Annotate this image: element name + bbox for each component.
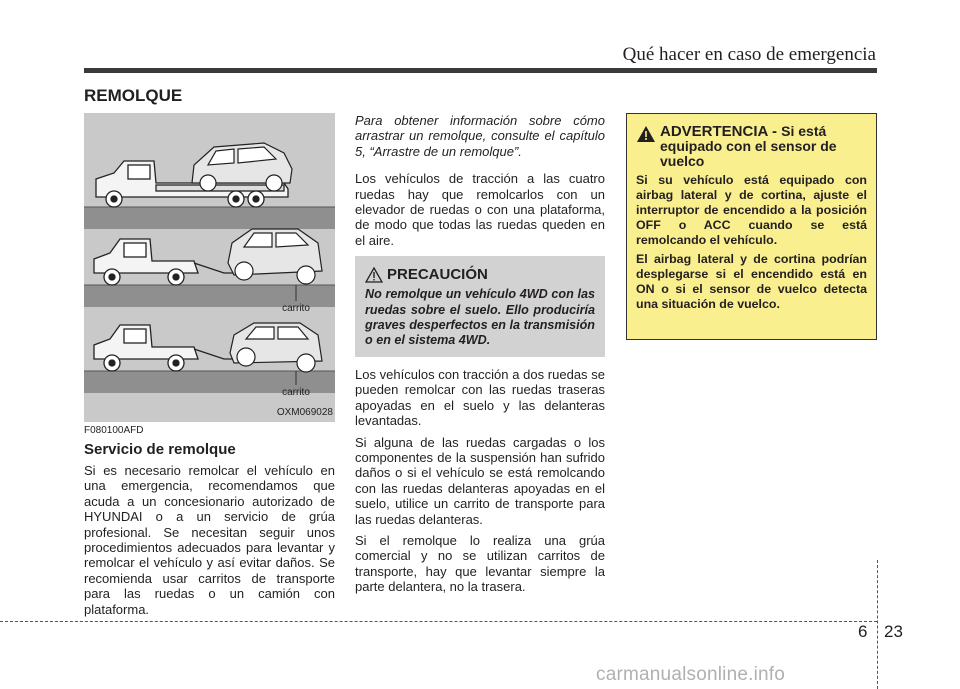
warning-paragraph-1: Si su vehículo está equipado con airbag lateral y de cortina, ajuste el interruptor de encendido a la posición OFF o ACC cuando se está remolcando el vehículo. xyxy=(636,173,867,247)
caution-text: No remolque un vehículo 4WD con las ruedas sobre el suelo. Ello produciría graves desperfectos en la transmisión o en el sistema 4WD. xyxy=(365,287,595,348)
warning-title-main: ADVERTENCIA xyxy=(660,123,768,140)
wheel-lift-truck-2 xyxy=(94,325,234,371)
dolly-label-1: carrito xyxy=(282,303,310,314)
towing-figure xyxy=(84,113,335,422)
4wd-paragraph: Los vehículos de tracción a las cuatro ruedas hay que remolcarlos con un elevador de ruedas o con una plataforma, de modo que todas las ruedas queden en el aire. xyxy=(355,171,605,248)
figure-code: OXM069028 xyxy=(276,407,333,418)
left-column xyxy=(84,425,335,623)
warning-title xyxy=(660,124,867,169)
caution-header xyxy=(365,266,595,283)
subsection-heading: Servicio de remolque xyxy=(84,441,236,458)
caution-box xyxy=(355,256,605,357)
caution-title: PRECAUCIÓN xyxy=(387,266,488,284)
towing-illustration xyxy=(84,113,335,422)
dolly-label-2: carrito xyxy=(282,387,310,398)
footer-vertical-rule xyxy=(877,560,878,689)
header-title: Qué hacer en caso de emergencia xyxy=(622,44,876,65)
towing-service-paragraph: Si es necesario remolcar el vehículo en una emergencia, recomendamos que acuda a un concesionario autorizado de HYUNDAI o a un servicio de grúa profesional. Se necesitan seguir unos procedimientos adecuados para levantar y remolcar el vehículo y así evitar daños. Se recomienda usar carritos de transporte para las ruedas o un camión con plataforma. xyxy=(84,463,335,617)
page-number: 23 xyxy=(884,622,903,641)
damaged-wheels-paragraph: Si alguna de las ruedas cargadas o los componentes de la suspensión han sufrido daños o si el vehículo se está remolcando con las ruedas delanteras apoyadas en el suelo, utilice un carrito de transporte para las ruedas delanteras. xyxy=(355,434,605,527)
ref-code: F080100AFD xyxy=(84,425,144,436)
section-title: REMOLQUE xyxy=(84,86,183,105)
warning-title-dash: - xyxy=(767,123,782,140)
commercial-tow-paragraph: Si el remolque lo realiza una grúa comercial y no se utilizan carritos de transporte, hay que levantar siempre la parte delantera, no la trasera. xyxy=(355,532,605,595)
intro-italic-paragraph: Para obtener información sobre cómo arrastrar un remolque, consulte el capítulo 5, “Arrastre de un remolque”. xyxy=(355,113,605,159)
warning-title-sub: Si está equipado con el sensor de vuelco xyxy=(660,123,837,169)
watermark: carmanualsonline.info xyxy=(596,664,786,685)
road-1 xyxy=(84,207,335,229)
middle-column xyxy=(355,113,605,601)
warning-box xyxy=(626,113,877,340)
warning-paragraph-2: El airbag lateral y de cortina podrían desplegarse si el encendido está en ON o si el sensor de vuelco detecta una situación de vuelco. xyxy=(636,252,867,311)
warning-filled-triangle-icon xyxy=(636,125,656,143)
footer-rule xyxy=(0,621,877,622)
chapter-number: 6 xyxy=(858,622,868,641)
wheel-lift-truck-1 xyxy=(94,239,234,285)
warning-triangle-icon xyxy=(365,267,383,283)
2wd-paragraph: Los vehículos con tracción a dos ruedas se pueden remolcar con las ruedas traseras apoyadas en el suelo y las delanteras levantadas. xyxy=(355,366,605,429)
towed-car-1 xyxy=(228,229,322,284)
header-rule xyxy=(84,68,877,73)
warning-header xyxy=(636,124,867,169)
towed-car-2 xyxy=(230,323,322,372)
